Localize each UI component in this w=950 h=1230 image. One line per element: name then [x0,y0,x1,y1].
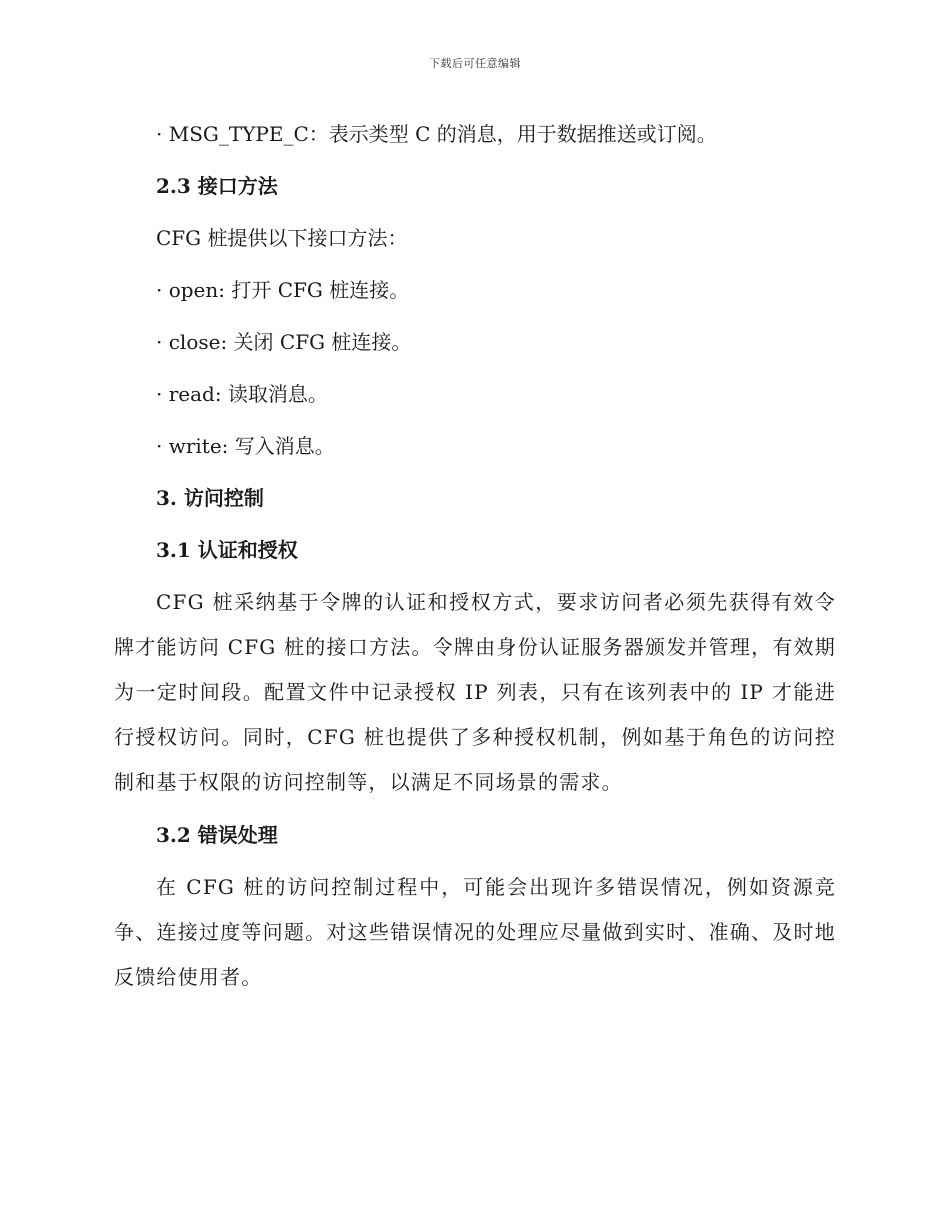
section-heading-3-1: 3.1 认证和授权 [156,538,298,562]
bullet-msg-type-c: · MSG_TYPE_C：表示类型 C 的消息，用于数据推送或订阅。 [156,122,717,146]
method-item-open: · open: 打开 CFG 桩连接。 [156,278,410,302]
paragraph-error-handling: 在 CFG 桩的访问控制过程中，可能会出现许多错误情况，例如资源竞争、连接过度等问题。对这些错误情况的处理应尽量做到实时、准确、及时地反馈给使用者。 [114,875,836,989]
methods-intro: CFG 桩提供以下接口方法： [156,226,408,250]
method-item-close: · close: 关闭 CFG 桩连接。 [156,330,412,354]
document-body [114,108,836,1004]
section-heading-3-2: 3.2 错误处理 [156,823,278,847]
paragraph-auth: CFG 桩采纳基于令牌的认证和授权方式，要求访问者必须先获得有效令牌才能访问 CFG 桩的接口方法。令牌由身份认证服务器颁发并管理，有效期为一定时间段。配置文件中记录授权 IP 列表，只有在该列表中的 IP 才能进行授权访问。同时，CFG 桩也提供了多种授权机制，例如基于角色的访问控制和基于权限的访问控制等，以满足不同场景的需求。 [114,590,836,794]
section-heading-3: 3. 访问控制 [156,486,264,510]
page-header: 下载后可任意编辑 [429,57,521,70]
method-item-write: · write: 写入消息。 [156,434,335,458]
section-heading-2-3: 2.3 接口方法 [156,174,278,198]
method-item-read: · read: 读取消息。 [156,382,328,406]
